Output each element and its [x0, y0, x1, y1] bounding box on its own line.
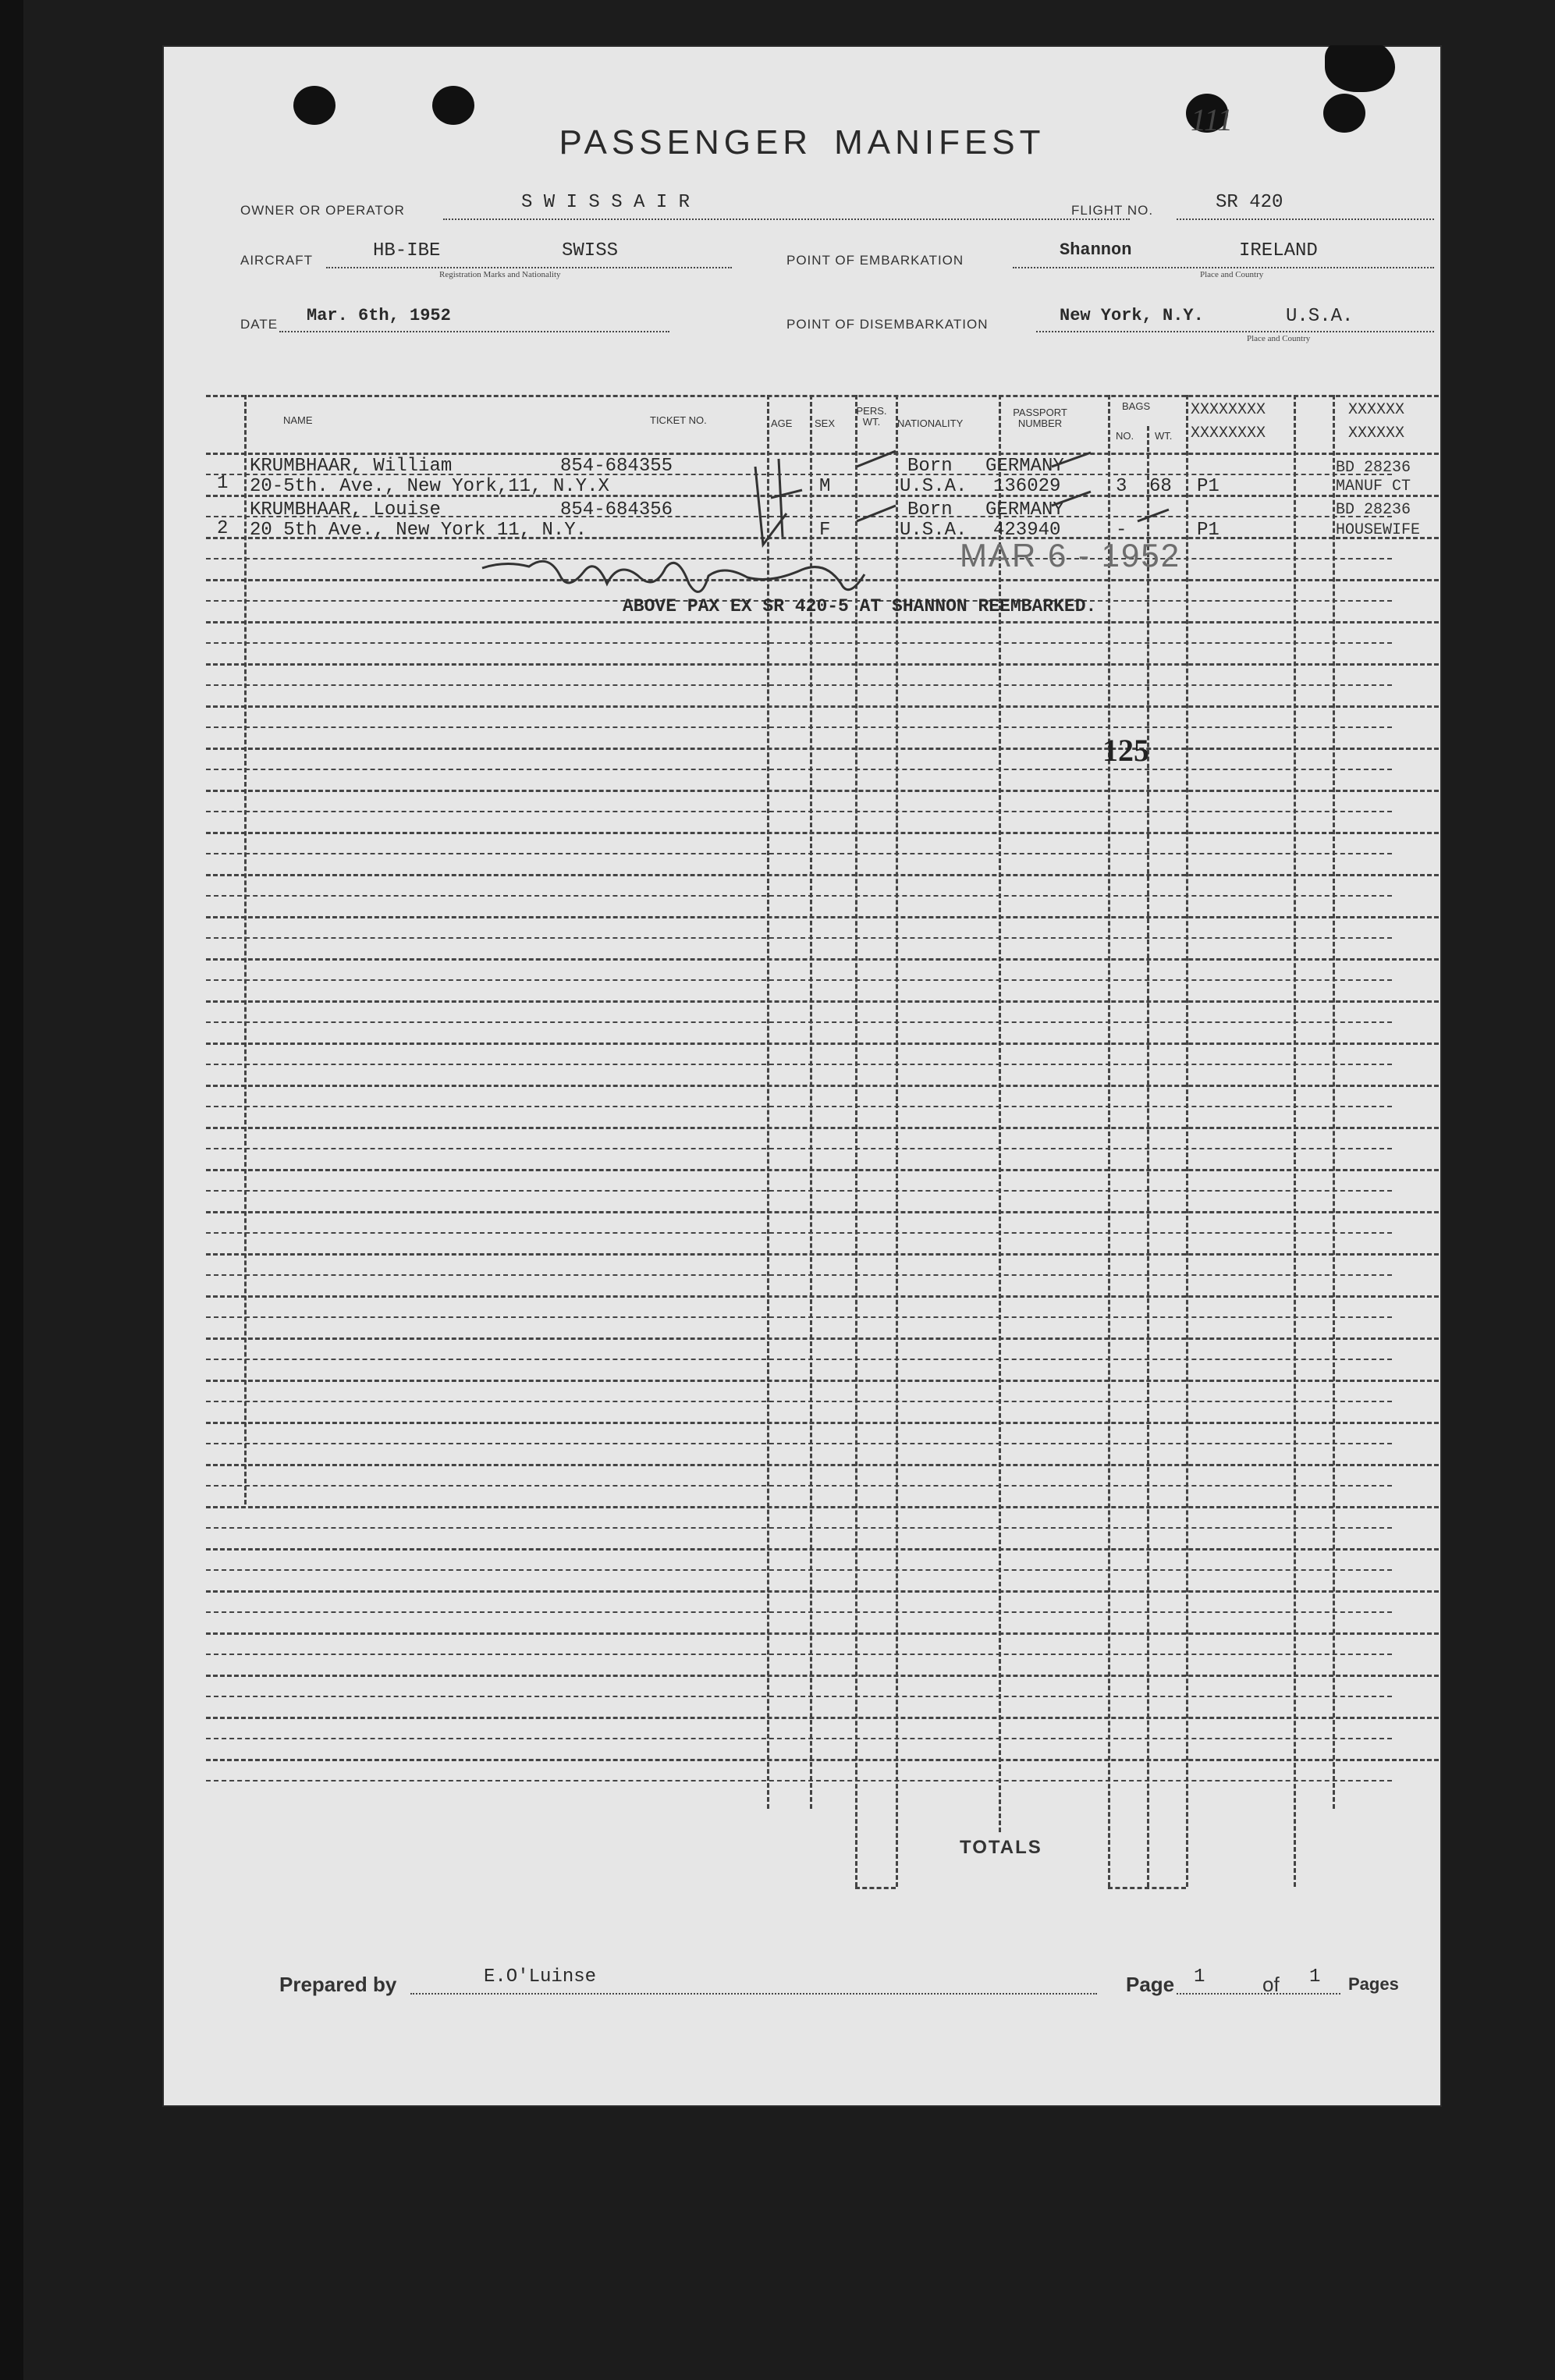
disembarkation-place: New York, N.Y. — [1060, 306, 1204, 325]
passenger-nationality: Born — [907, 499, 953, 520]
table-rule — [206, 1506, 1439, 1508]
passenger-passport: 423940 — [993, 520, 1061, 541]
passenger-birth-country: GERMANY — [985, 499, 1064, 520]
table-rule — [206, 1274, 1392, 1276]
table-column-rule — [1333, 395, 1335, 1809]
form-title: PASSENGER MANIFEST — [559, 123, 1046, 162]
date-underline — [279, 331, 669, 332]
table-rule — [206, 663, 1439, 666]
table-column-rule — [896, 395, 898, 1887]
table-rule — [206, 1780, 1392, 1781]
table-rule — [206, 979, 1392, 981]
table-column-rule — [244, 395, 247, 1504]
table-rule — [206, 1232, 1392, 1234]
row-number: 1 — [217, 473, 229, 494]
aircraft-label: AIRCRAFT — [240, 253, 313, 268]
table-rule — [206, 937, 1392, 939]
owner-underline — [443, 218, 1130, 220]
table-column-rule — [1147, 426, 1149, 1887]
owner-label: OWNER OR OPERATOR — [240, 203, 405, 218]
table-rule — [206, 684, 1392, 686]
table-rule — [206, 1295, 1439, 1298]
table-rule — [206, 1675, 1439, 1677]
passenger-destination: P1 — [1197, 476, 1220, 497]
passenger-birth-country: GERMANY — [985, 456, 1064, 477]
struck-header: XXXXXX — [1348, 401, 1405, 419]
passenger-name: KRUMBHAAR, Louise — [250, 499, 441, 520]
table-rule — [206, 1611, 1392, 1613]
table-rule — [206, 895, 1392, 897]
flight-label: FLIGHT NO. — [1071, 203, 1154, 218]
passenger-address: 20 5th Ave., New York 11, N.Y. — [250, 520, 588, 541]
passenger-bags-no: - — [1116, 520, 1127, 541]
passenger-bags-wt: 68 — [1149, 476, 1172, 497]
embarkation-country: IRELAND — [1239, 240, 1318, 261]
table-rule — [206, 748, 1439, 750]
table-rule — [206, 1464, 1439, 1466]
table-rule — [206, 958, 1439, 961]
prepared-by-value: E.O'Luinse — [484, 1966, 597, 1987]
passenger-bags-no: 3 — [1116, 476, 1127, 497]
totals-label: TOTALS — [960, 1837, 1042, 1858]
column-header-ticket: TICKET NO. — [650, 414, 707, 426]
passenger-passport: 136029 — [993, 476, 1061, 497]
passenger-remark: HOUSEWIFE — [1336, 521, 1421, 539]
page-of-label: of — [1262, 1973, 1280, 1996]
table-rule — [206, 790, 1439, 792]
table-rule — [206, 1359, 1392, 1360]
column-header-nationality: NATIONALITY — [897, 417, 964, 429]
embarkation-underline — [1013, 267, 1434, 268]
table-rule — [206, 1337, 1439, 1340]
handwritten-initials — [740, 451, 810, 560]
table-rule — [206, 1085, 1439, 1087]
table-rule — [206, 1211, 1439, 1213]
date-value: Mar. 6th, 1952 — [307, 306, 451, 325]
totals-box-rule — [1108, 1887, 1186, 1889]
owner-value: S W I S S A I R — [521, 192, 691, 213]
table-rule — [206, 1253, 1439, 1256]
prepared-by-underline — [410, 1993, 1097, 1995]
handwritten-number: 125 — [1102, 733, 1149, 768]
pages-label: Pages — [1348, 1974, 1399, 1994]
table-rule — [206, 1654, 1392, 1655]
table-rule — [206, 1169, 1439, 1171]
table-rule — [206, 1021, 1392, 1023]
table-rule — [206, 726, 1392, 728]
column-header-bags: BAGS — [1122, 400, 1151, 412]
date-label: DATE — [240, 317, 279, 332]
column-header-sex: SEX — [815, 417, 836, 429]
flight-underline — [1177, 218, 1434, 220]
table-rule — [206, 1106, 1392, 1107]
aircraft-sub-label: Registration Marks and Nationality — [439, 270, 561, 279]
passenger-nationality: U.S.A. — [900, 520, 967, 541]
table-rule — [206, 1548, 1439, 1551]
aircraft-registration: HB-IBE — [373, 240, 441, 261]
passenger-remark: MANUF CT — [1336, 478, 1411, 496]
disembarkation-sub-label: Place and Country — [1247, 334, 1311, 343]
passenger-nationality: Born — [907, 456, 953, 477]
table-rule — [206, 1148, 1392, 1149]
disembarkation-country: U.S.A. — [1286, 306, 1354, 327]
embarkation-label: POINT OF EMBARKATION — [786, 253, 964, 268]
column-header-pers-wt: PERS. WT. — [856, 405, 887, 428]
struck-header: XXXXXXXX — [1191, 424, 1266, 442]
row-number: 2 — [217, 518, 229, 539]
flight-value: SR 420 — [1216, 192, 1283, 213]
disembarkation-label: POINT OF DISEMBARKATION — [786, 317, 989, 332]
column-header-bags-no: NO. — [1116, 430, 1134, 442]
table-rule — [206, 1527, 1392, 1529]
table-rule — [206, 1759, 1439, 1761]
passenger-nationality: U.S.A. — [900, 476, 967, 497]
passenger-sex: F — [819, 520, 831, 541]
manifest-page — [162, 45, 1442, 2107]
passenger-remark: BD 28236 — [1336, 501, 1411, 519]
disembarkation-underline — [1036, 331, 1434, 332]
table-rule — [206, 1064, 1392, 1065]
table-rule — [206, 811, 1392, 812]
scan-border-left — [0, 0, 23, 2380]
passenger-name: KRUMBHAAR, William — [250, 456, 453, 477]
table-rule — [206, 1422, 1439, 1424]
passenger-sex: M — [819, 476, 831, 497]
table-rule — [206, 1190, 1392, 1192]
table-rule — [206, 1000, 1439, 1003]
table-top-rule — [206, 395, 1439, 397]
column-header-passport: PASSPORT NUMBER — [1013, 407, 1067, 429]
aircraft-nationality: SWISS — [562, 240, 619, 261]
struck-header: XXXXXXXX — [1191, 401, 1266, 419]
torn-corner — [1325, 45, 1395, 92]
table-rule — [206, 769, 1392, 770]
struck-header: XXXXXX — [1348, 424, 1405, 442]
page-underline — [1177, 1993, 1340, 1995]
table-rule — [206, 1485, 1392, 1487]
page-total: 1 — [1309, 1966, 1321, 1987]
table-rule — [206, 1401, 1392, 1402]
punch-hole — [432, 86, 474, 125]
punch-hole — [293, 86, 335, 125]
table-column-rule — [1108, 395, 1110, 1887]
table-rule — [206, 874, 1439, 876]
table-rule — [206, 705, 1439, 708]
page-number: 1 — [1194, 1966, 1205, 1987]
table-rule — [206, 916, 1439, 918]
table-rule — [206, 642, 1392, 644]
table-rule — [206, 1380, 1439, 1382]
table-rule — [206, 621, 1439, 623]
page-label: Page — [1126, 1973, 1175, 1996]
table-column-rule — [1186, 395, 1188, 1887]
table-rule — [206, 832, 1439, 834]
table-column-rule — [1294, 395, 1296, 1887]
table-rule — [206, 1632, 1439, 1635]
totals-box-rule — [855, 1887, 896, 1889]
table-rule — [206, 1717, 1439, 1719]
date-stamp: MAR 6 - 1952 — [960, 537, 1181, 574]
column-header-age: AGE — [771, 417, 793, 429]
passenger-address: 20-5th. Ave., New York,11, N.Y.X — [250, 476, 609, 497]
table-column-rule — [855, 395, 857, 1887]
passenger-remark: BD 28236 — [1336, 459, 1411, 477]
embarkation-place: Shannon — [1060, 240, 1132, 260]
embarkation-sub-label: Place and Country — [1200, 270, 1264, 279]
column-header-name: NAME — [283, 414, 313, 426]
table-rule — [206, 1569, 1392, 1571]
table-rule — [206, 853, 1392, 854]
aircraft-underline — [326, 267, 732, 268]
table-rule — [206, 1043, 1439, 1045]
table-rule — [206, 1738, 1392, 1739]
table-rule — [206, 1590, 1439, 1593]
table-rule — [206, 1127, 1439, 1129]
table-rule — [206, 1316, 1392, 1318]
page-mark: 111 — [1191, 102, 1234, 137]
table-rule — [206, 1696, 1392, 1697]
reembark-note: ABOVE PAX EX SR 420-5 AT SHANNON REEMBARKED. — [623, 596, 1097, 616]
column-header-bags-wt: WT. — [1155, 430, 1173, 442]
prepared-by-label: Prepared by — [279, 1973, 397, 1996]
passenger-destination: P1 — [1197, 520, 1220, 541]
table-rule — [206, 1443, 1392, 1444]
passenger-ticket: 854-684356 — [560, 499, 673, 520]
passenger-ticket: 854-684355 — [560, 456, 673, 477]
